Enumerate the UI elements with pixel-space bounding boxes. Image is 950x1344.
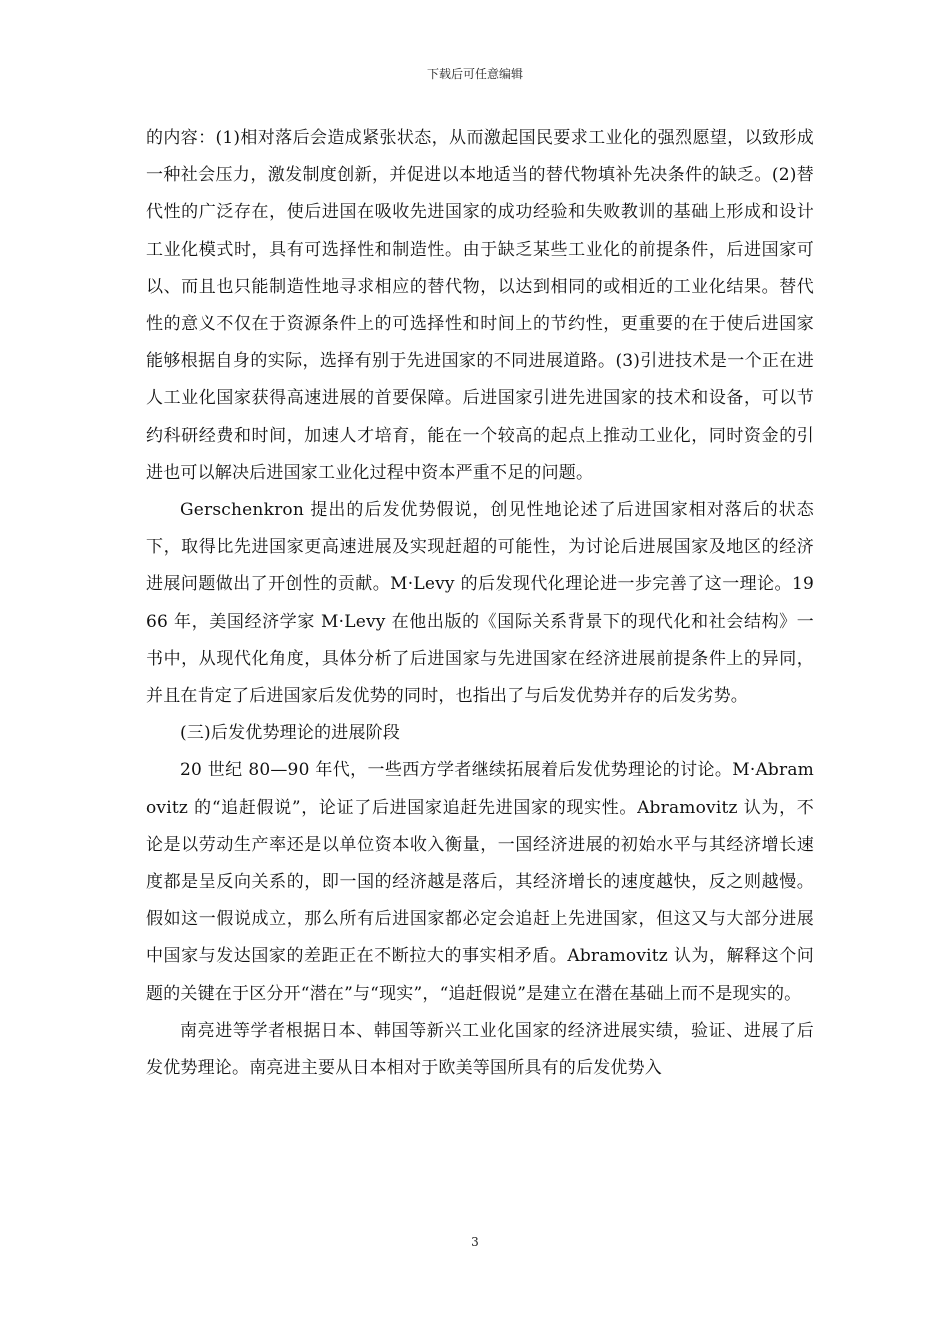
paragraph-2: Gerschenkron 提出的后发优势假说，创见性地论述了后进国家相对落后的状态下，取得比先进国家更高速进展及实现赶超的可能性，为讨论后进展国家及地区的经济进展问题做出了开创性的贡献。M·Levy 的后发现代化理论进一步完善了这一理论。1966 年，美国经济学家 M·Levy 在他出版的《国际关系背景下的现代化和社会结构》一书中，从现代化角度，具体分析了后进国家与先进国家在经济进展前提条件上的异同，并且在肯定了后进国家后发优势的同时，也指出了与后发优势并存的后发劣势。: [146, 500, 814, 707]
section-heading: (三)后发优势理论的进展阶段: [180, 723, 401, 744]
page-header: 下载后可任意编辑: [426, 67, 523, 81]
page-number: 3: [471, 1235, 479, 1249]
paragraph-3: 20 世纪 80—90 年代，一些西方学者继续拓展着后发优势理论的讨论。M·Abramovitz 的“追赶假说”，论证了后进国家追赶先进国家的现实性。Abramovitz 认为，不论是以劳动生产率还是以单位资本收入衡量，一国经济进展的初始水平与其经济增长速度都是呈反向关系的，即一国的经济越是落后，其经济增长的速度越快，反之则越慢。假如这一假说成立，那么所有后进国家都必定会追赶上先进国家，但这又与大部分进展中国家与发达国家的差距正在不断拉大的事实相矛盾。Abramovitz 认为，解释这个问题的关键在于区分开“潜在”与“现实”，“追赶假说”是建立在潜在基础上而不是现实的。: [146, 760, 814, 1004]
paragraph-1: 的内容：(1)相对落后会造成紧张状态，从而激起国民要求工业化的强烈愿望，以致形成一种社会压力，激发制度创新，并促进以本地适当的替代物填补先决条件的缺乏。(2)替代性的广泛存在，使后进国在吸收先进国家的成功经验和失败教训的基础上形成和设计工业化模式时，具有可选择性和制造性。由于缺乏某些工业化的前提条件，后进国家可以、而且也只能制造性地寻求相应的替代物，以达到相同的或相近的工业化结果。替代性的意义不仅在于资源条件上的可选择性和时间上的节约性，更重要的在于使后进国家能够根据自身的实际，选择有别于先进国家的不同进展道路。(3)引进技术是一个正在进人工业化国家获得高速进展的首要保障。后进国家引进先进国家的技术和设备，可以节约科研经费和时间，加速人才培育，能在一个较高的起点上推动工业化，同时资金的引进也可以解决后进国家工业化过程中资本严重不足的问题。: [146, 128, 814, 483]
document-body: [146, 120, 814, 1087]
paragraph-4: 南亮进等学者根据日本、韩国等新兴工业化国家的经济进展实绩，验证、进展了后发优势理论。南亮进主要从日本相对于欧美等国所具有的后发优势入: [146, 1020, 814, 1079]
